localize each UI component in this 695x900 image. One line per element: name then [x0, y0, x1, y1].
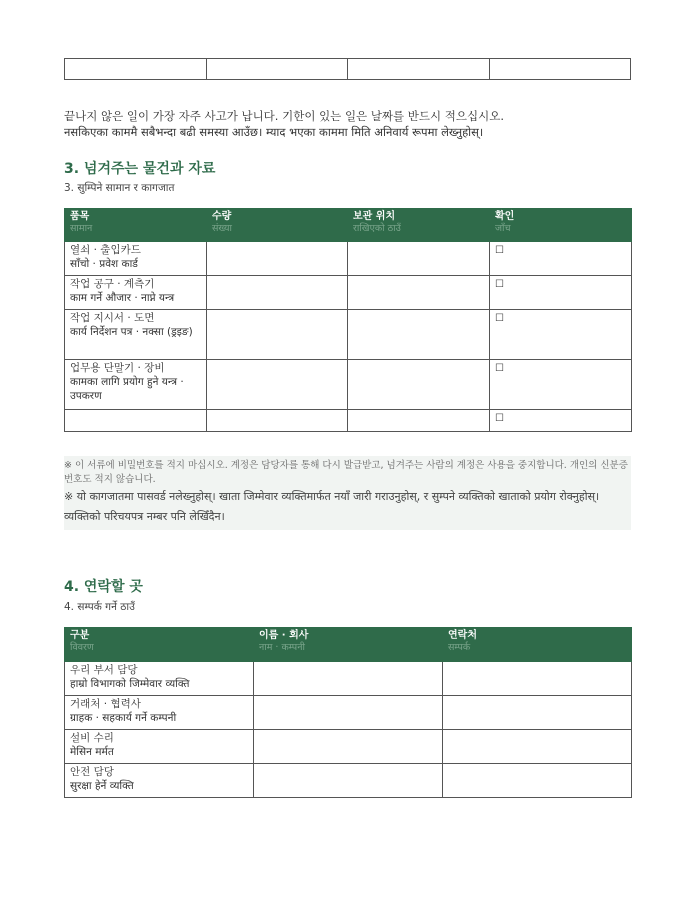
note-korean: ※ 이 서류에 비밀번호를 적지 마십시오. 계정은 담당자를 통해 다시 발급받고, 넘겨주는 사람의 계정은 사용을 중지합니다. 개인의 신분증 번호도 적지 않습니다. — [64, 460, 628, 485]
location-cell[interactable] — [348, 310, 490, 360]
item-cell[interactable] — [65, 410, 207, 432]
blank-cell[interactable] — [348, 59, 490, 80]
header-category: 구분 विवरण — [65, 628, 254, 662]
table-row — [65, 696, 632, 730]
name-cell[interactable] — [254, 764, 443, 798]
item-cell: 업무용 단말기 · 장비 कामका लागि प्रयोग हुने यन्त्र · उपकरण — [65, 360, 207, 410]
category-cell: 우리 부서 담당 हाम्रो विभागको जिम्मेवार व्यक्ति — [65, 662, 254, 696]
quantity-cell[interactable] — [207, 276, 348, 310]
contacts-table — [64, 627, 632, 798]
item-cell: 열쇠 · 출입카드 साँचो · प्रवेश कार्ड — [65, 242, 207, 276]
note-nepali: ※ यो कागजातमा पासवर्ड नलेख्नुहोस्। खाता जिम्मेवार व्यक्तिमार्फत नयाँ जारी गराउनुहोस्, र सुम्पने व्यक्तिको खाताको प्रयोग रोक्नुहोस्। व्यक्तिको परिचयपत्र नम्बर पनि लेखिँदैन। — [64, 490, 600, 523]
check-cell[interactable] — [490, 310, 632, 360]
contact-cell[interactable] — [443, 730, 632, 764]
location-cell[interactable] — [348, 242, 490, 276]
section3-title: 3. 넘겨주는 물건과 자료 — [64, 161, 216, 177]
contact-cell[interactable] — [443, 662, 632, 696]
blank-cell[interactable] — [206, 59, 348, 80]
table-row — [65, 410, 632, 432]
quantity-cell[interactable] — [207, 360, 348, 410]
notice-nepali: नसकिएका काममै सबैभन्दा बढी समस्या आउँछ। म्याद भएका काममा मिति अनिवार्य रूपमा लेख्नुहोस्। — [64, 125, 484, 139]
item-cell: 작업 공구 · 계측기 काम गर्ने औजार · नाप्ने यन्त्र — [65, 276, 207, 310]
checkbox-icon[interactable]: ☐ — [495, 413, 504, 424]
password-warning-note — [64, 456, 631, 530]
section4-subtitle: 4. सम्पर्क गर्ने ठाउँ — [64, 601, 135, 613]
notice-korean: 끝나지 않은 일이 가장 자주 사고가 납니다. 기한이 있는 일은 날짜를 반드시 적으십시오. — [64, 109, 504, 123]
table-row — [65, 242, 632, 276]
header-item: 품목 सामान — [65, 209, 207, 242]
category-cell: 거래처 · 협력사 ग्राहक · सहकार्य गर्ने कम्पनी — [65, 696, 254, 730]
checkbox-icon[interactable]: ☐ — [495, 363, 504, 374]
table-row — [65, 662, 632, 696]
checkbox-icon[interactable]: ☐ — [495, 279, 504, 290]
deadline-notice — [64, 109, 631, 140]
handover-items-table — [64, 208, 632, 432]
location-cell[interactable] — [348, 410, 490, 432]
table-row — [65, 360, 632, 410]
check-cell[interactable] — [490, 242, 632, 276]
checkbox-icon[interactable]: ☐ — [495, 245, 504, 256]
quantity-cell[interactable] — [207, 410, 348, 432]
quantity-cell[interactable] — [207, 310, 348, 360]
contact-cell[interactable] — [443, 696, 632, 730]
check-cell[interactable] — [490, 410, 632, 432]
section4-title: 4. 연락할 곳 — [64, 579, 143, 595]
section3-subtitle: 3. सुम्पिने सामान र कागजात — [64, 182, 175, 194]
check-cell[interactable] — [490, 360, 632, 410]
name-cell[interactable] — [254, 662, 443, 696]
table-header-row — [65, 209, 632, 242]
location-cell[interactable] — [348, 276, 490, 310]
blank-table-top — [64, 58, 631, 80]
table-header-row — [65, 628, 632, 662]
header-name-company: 이름 · 회사 नाम · कम्पनी — [254, 628, 443, 662]
check-cell[interactable] — [490, 276, 632, 310]
header-quantity: 수량 संख्या — [207, 209, 348, 242]
name-cell[interactable] — [254, 730, 443, 764]
quantity-cell[interactable] — [207, 242, 348, 276]
table-row — [65, 730, 632, 764]
header-check: 확인 जाँच — [490, 209, 632, 242]
blank-cell[interactable] — [489, 59, 631, 80]
header-contact: 연락처 सम्पर्क — [443, 628, 632, 662]
item-cell: 작업 지시서 · 도면 कार्य निर्देशन पत्र · नक्सा (ड्रइङ) — [65, 310, 207, 360]
contact-cell[interactable] — [443, 764, 632, 798]
category-cell: 설비 수리 मेसिन मर्मत — [65, 730, 254, 764]
location-cell[interactable] — [348, 360, 490, 410]
table-row — [65, 276, 632, 310]
header-location: 보관 위치 राखिएको ठाउँ — [348, 209, 490, 242]
table-row — [65, 310, 632, 360]
name-cell[interactable] — [254, 696, 443, 730]
checkbox-icon[interactable]: ☐ — [495, 313, 504, 324]
category-cell: 안전 담당 सुरक्षा हेर्ने व्यक्ति — [65, 764, 254, 798]
blank-cell[interactable] — [65, 59, 207, 80]
table-row — [65, 764, 632, 798]
